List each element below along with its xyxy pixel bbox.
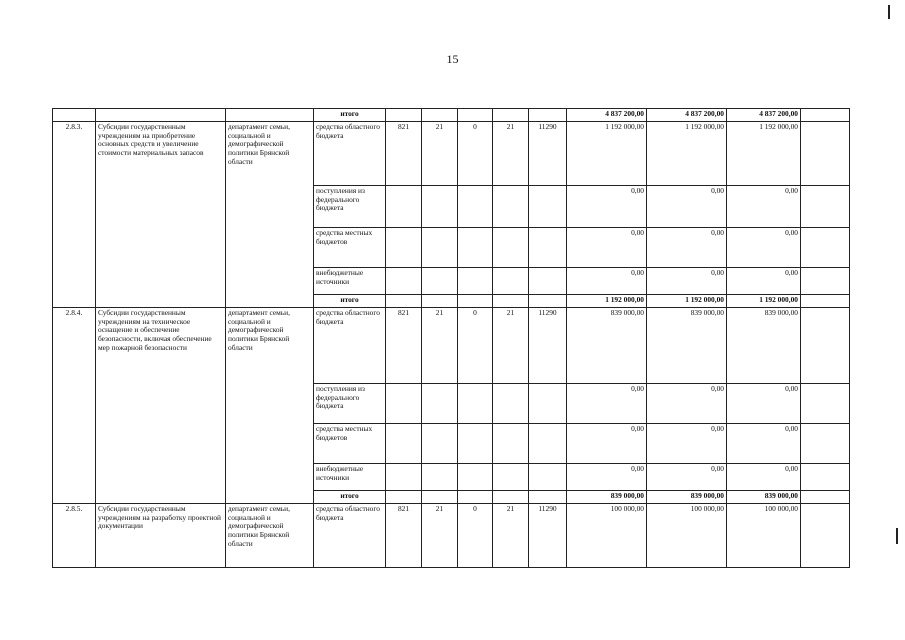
- amount-cell: 839 000,00: [727, 491, 801, 504]
- budget-table: [52, 108, 850, 568]
- funding-source: средства областного бюджета: [314, 308, 386, 384]
- amount-cell: 1 192 000,00: [647, 295, 727, 308]
- item-name: Субсидии государственным учреждениям на разработку проектной документации: [96, 504, 226, 568]
- amount-cell: 1 192 000,00: [647, 122, 727, 186]
- amount-cell: 0,00: [647, 228, 727, 268]
- code-cell: 821: [386, 308, 422, 384]
- amount-cell: 0,00: [647, 268, 727, 295]
- amount-cell: 0,00: [567, 384, 647, 424]
- code-cell: 821: [386, 122, 422, 186]
- amount-cell: 0,00: [567, 464, 647, 491]
- amount-cell: 0,00: [727, 464, 801, 491]
- amount-cell: 0,00: [647, 186, 727, 228]
- code-cell: 21: [493, 122, 529, 186]
- funding-source: средства областного бюджета: [314, 122, 386, 186]
- amount-cell: 0,00: [567, 228, 647, 268]
- amount-cell: 1 192 000,00: [567, 122, 647, 186]
- scan-edge-mark: [896, 528, 898, 544]
- table-row: [53, 308, 850, 384]
- item-department: департамент семьи, социальной и демографической политики Брянской области: [226, 308, 314, 504]
- code-cell: 11290: [529, 504, 567, 568]
- amount-cell: 0,00: [727, 424, 801, 464]
- table-row: [53, 122, 850, 186]
- code-cell: 21: [493, 504, 529, 568]
- code-cell: 21: [493, 308, 529, 384]
- code-cell: 21: [422, 122, 458, 186]
- amount-cell: 839 000,00: [647, 308, 727, 384]
- code-cell: 821: [386, 504, 422, 568]
- table-row: [53, 504, 850, 568]
- amount-cell: 1 192 000,00: [567, 295, 647, 308]
- item-code: 2.8.3.: [53, 122, 96, 308]
- amount-cell: 100 000,00: [567, 504, 647, 568]
- amount-cell: 100 000,00: [727, 504, 801, 568]
- funding-source: средства областного бюджета: [314, 504, 386, 568]
- funding-source: средства местных бюджетов: [314, 424, 386, 464]
- item-department: департамент семьи, социальной и демографической политики Брянской области: [226, 122, 314, 308]
- amount-cell: 839 000,00: [727, 308, 801, 384]
- amount-cell: 839 000,00: [647, 491, 727, 504]
- code-cell: 21: [422, 504, 458, 568]
- item-code: 2.8.4.: [53, 308, 96, 504]
- funding-source: внебюджетные источники: [314, 464, 386, 491]
- amount-cell: 0,00: [647, 464, 727, 491]
- amount-cell: 100 000,00: [647, 504, 727, 568]
- item-name: Субсидии государственным учреждениям на приобретение основных средств и увеличение стоимости материальных запасов: [96, 122, 226, 308]
- item-name: Субсидии государственным учреждениям на техническое оснащение и обеспечение безопасности, включая обеспечение мер пожарной безопасности: [96, 308, 226, 504]
- amount-cell: 0,00: [727, 228, 801, 268]
- total-label: итого: [314, 491, 386, 504]
- code-cell: 0: [458, 504, 493, 568]
- amount-cell: 4 837 200,00: [567, 109, 647, 122]
- amount-cell: 4 837 200,00: [647, 109, 727, 122]
- scan-edge-mark: [888, 5, 890, 19]
- amount-cell: 0,00: [647, 384, 727, 424]
- amount-cell: 4 837 200,00: [727, 109, 801, 122]
- amount-cell: 1 192 000,00: [727, 122, 801, 186]
- page-number: 15: [446, 52, 459, 66]
- amount-cell: 839 000,00: [567, 491, 647, 504]
- amount-cell: 0,00: [567, 268, 647, 295]
- total-label: итого: [314, 109, 386, 122]
- funding-source: средства местных бюджетов: [314, 228, 386, 268]
- item-code: 2.8.5.: [53, 504, 96, 568]
- amount-cell: 0,00: [727, 384, 801, 424]
- item-department: департамент семьи, социальной и демографической политики Брянской области: [226, 504, 314, 568]
- amount-cell: 839 000,00: [567, 308, 647, 384]
- amount-cell: 0,00: [647, 424, 727, 464]
- table-row: [53, 109, 850, 122]
- funding-source: поступления из федерального бюджета: [314, 384, 386, 424]
- amount-cell: 1 192 000,00: [727, 295, 801, 308]
- amount-cell: 0,00: [727, 186, 801, 228]
- amount-cell: 0,00: [567, 424, 647, 464]
- funding-source: поступления из федерального бюджета: [314, 186, 386, 228]
- code-cell: 0: [458, 122, 493, 186]
- code-cell: 11290: [529, 308, 567, 384]
- code-cell: 11290: [529, 122, 567, 186]
- code-cell: 21: [422, 308, 458, 384]
- amount-cell: 0,00: [727, 268, 801, 295]
- funding-source: внебюджетные источники: [314, 268, 386, 295]
- code-cell: 0: [458, 308, 493, 384]
- total-label: итого: [314, 295, 386, 308]
- amount-cell: 0,00: [567, 186, 647, 228]
